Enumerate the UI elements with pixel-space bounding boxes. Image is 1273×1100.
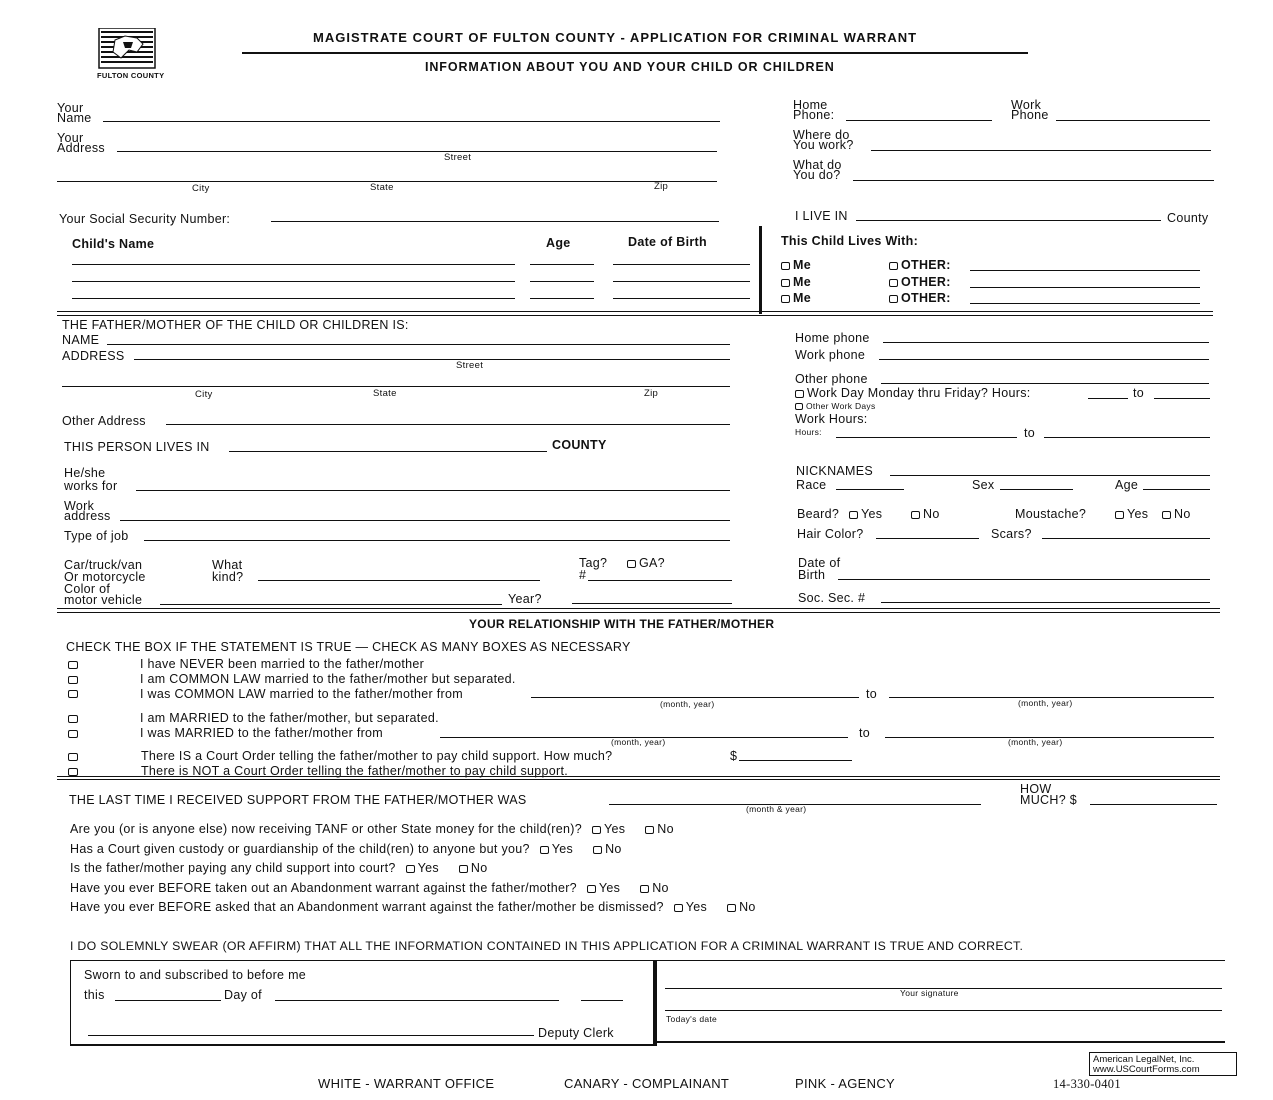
question-custody <box>70 843 622 856</box>
ga-checkbox[interactable] <box>627 557 665 570</box>
to-label: to <box>1024 426 1036 440</box>
parent-dob-label-2: Birth <box>798 568 826 582</box>
nicknames-label: NICKNAMES <box>796 464 874 478</box>
me-label: Me <box>793 291 811 305</box>
works-for-label-2: works for <box>64 479 118 493</box>
parent-address-label: ADDRESS <box>62 349 125 363</box>
to-label: to <box>866 687 878 701</box>
what-do-field[interactable] <box>853 180 1214 181</box>
beard-label: Beard? <box>797 507 840 521</box>
section-divider-1 <box>57 311 1213 312</box>
parent-dob-field[interactable] <box>838 579 1210 580</box>
other-address-label: Other Address <box>62 414 146 428</box>
how-much-label: HOW <box>1020 782 1052 796</box>
dollar-label: $ <box>730 749 738 763</box>
work-address-label-2: address <box>64 509 111 523</box>
parent-work-phone-field[interactable] <box>879 359 1209 360</box>
your-name-label: Your <box>57 101 84 115</box>
court-order-not-checkbox[interactable] <box>68 768 78 776</box>
checkbox-icon <box>781 279 790 287</box>
court-order-not-label: There is NOT a Court Order telling the father/mother to pay child support. <box>141 764 569 778</box>
parent-work-phone-label: Work phone <box>795 348 866 362</box>
city-caption: City <box>192 183 210 194</box>
home-phone-field[interactable] <box>846 120 992 121</box>
todays-date-caption: Today's date <box>666 1014 718 1024</box>
no-label: No <box>923 507 940 521</box>
what-kind-label-2: kind? <box>212 570 244 584</box>
support-amount-field[interactable] <box>739 760 852 761</box>
parent-dob-label: Date of <box>798 556 841 570</box>
form-title: MAGISTRATE COURT OF FULTON COUNTY - APPLICATION FOR CRIMINAL WARRANT <box>313 30 918 45</box>
parent-ssn-field[interactable] <box>881 602 1210 603</box>
vehicle-label: Car/truck/van <box>64 558 143 572</box>
question-abandonment <box>70 882 669 895</box>
child-age-field-3[interactable] <box>530 298 594 299</box>
moustache-label: Moustache? <box>1015 507 1087 521</box>
zip-caption: Zip <box>654 181 669 192</box>
child-dob-header: Date of Birth <box>628 235 707 249</box>
child-dob-field-1[interactable] <box>613 264 750 265</box>
yes-label: Yes <box>861 507 883 521</box>
job-type-label: Type of job <box>64 529 129 543</box>
me-label: Me <box>793 275 811 289</box>
child-dob-field-3[interactable] <box>613 298 750 299</box>
this-label: this <box>84 988 105 1002</box>
your-signature-caption: Your signature <box>900 988 959 998</box>
state-caption: State <box>373 388 397 399</box>
your-ssn-field[interactable] <box>271 221 719 222</box>
yes-label: Yes <box>685 900 708 914</box>
court-order-is-label: There IS a Court Order telling the father/mother to pay child support. How much? <box>141 749 613 763</box>
abandonment-no-checkbox[interactable] <box>640 885 649 893</box>
sworn-label: Sworn to and subscribed to before me <box>84 968 307 982</box>
sworn-day-field[interactable] <box>115 1000 221 1001</box>
month-year-caption: (month, year) <box>660 699 715 709</box>
common-law-from-field[interactable] <box>531 697 859 698</box>
stamp-line-1: American LegalNet, Inc. <box>1093 1054 1195 1065</box>
parent-name-label: NAME <box>62 333 100 347</box>
beard-no-checkbox[interactable] <box>911 508 940 521</box>
age-label: Age <box>1115 478 1139 492</box>
what-kind-label: What <box>212 558 243 572</box>
tag-number-label: # <box>579 568 587 582</box>
was-common-law-label: I was COMMON LAW married to the father/mother from <box>140 687 463 701</box>
lives-with-other-3[interactable] <box>889 292 951 305</box>
person-lives-in-field[interactable] <box>229 451 547 452</box>
never-married-label: I have NEVER been married to the father/mother <box>140 657 425 671</box>
lives-with-other-2[interactable] <box>889 276 951 289</box>
to-label: to <box>1133 386 1145 400</box>
parent-name-field[interactable] <box>107 344 730 345</box>
sex-field[interactable] <box>1000 489 1073 490</box>
no-label: No <box>739 900 756 914</box>
dismissed-yes-checkbox[interactable] <box>674 904 683 912</box>
your-name-label-2: Name <box>57 111 92 125</box>
todays-date-field[interactable] <box>665 1010 1222 1011</box>
logo-text: FULTON COUNTY <box>97 71 165 80</box>
relationship-heading: YOUR RELATIONSHIP WITH THE FATHER/MOTHER <box>469 617 775 631</box>
dismissed-no-checkbox[interactable] <box>727 904 736 912</box>
deputy-clerk-label: Deputy Clerk <box>538 1026 614 1040</box>
work-address-field[interactable] <box>120 520 730 521</box>
your-ssn-label: Your Social Security Number: <box>59 212 231 226</box>
sworn-year-field[interactable] <box>581 1000 623 1001</box>
was-common-law-checkbox[interactable] <box>68 690 78 698</box>
question-paying-text: Is the father/mother paying any child support into court? <box>70 861 396 875</box>
work-hours-label: Work Hours: <box>795 412 868 426</box>
yes-label: Yes <box>417 861 439 875</box>
question-dismissed-text: Have you ever BEFORE asked that an Abandonment warrant against the father/mother be dismissed? <box>70 900 664 914</box>
street-caption: Street <box>444 152 472 163</box>
state-caption: State <box>370 182 394 193</box>
question-abandonment-text: Have you ever BEFORE taken out an Abandonment warrant against the father/mother? <box>70 881 577 895</box>
live-in-county-field[interactable] <box>856 220 1161 221</box>
moustache-yes-checkbox[interactable] <box>1115 508 1148 521</box>
parent-home-phone-field[interactable] <box>883 342 1209 343</box>
parent-street-field[interactable] <box>134 359 730 360</box>
other-field-1[interactable] <box>970 270 1200 271</box>
child-name-field-1[interactable] <box>72 264 515 265</box>
works-for-field[interactable] <box>136 490 730 491</box>
child-age-field-1[interactable] <box>530 264 594 265</box>
beard-yes-checkbox[interactable] <box>849 508 882 521</box>
checkbox-icon <box>795 390 804 398</box>
married-separated-checkbox[interactable] <box>68 715 78 723</box>
sworn-month-field[interactable] <box>275 1000 559 1001</box>
vehicle-color-label: Color of <box>64 582 111 596</box>
city-caption: City <box>195 389 213 400</box>
sex-label: Sex <box>972 478 995 492</box>
notary-box <box>70 960 655 1046</box>
checkbox-icon <box>781 262 790 270</box>
yes-label: Yes <box>551 842 574 856</box>
other-field-3[interactable] <box>970 303 1200 304</box>
yes-label: Yes <box>603 822 626 836</box>
section-subtitle: INFORMATION ABOUT YOU AND YOUR CHILD OR CHILDREN <box>425 60 835 74</box>
child-name-header: Child's Name <box>72 237 155 251</box>
question-tanf <box>70 823 674 836</box>
lives-with-me-3[interactable] <box>781 292 811 305</box>
work-day-hours-from[interactable] <box>1088 398 1128 399</box>
child-age-header: Age <box>546 236 571 250</box>
ga-label: GA? <box>639 556 665 570</box>
lives-with-me-2[interactable] <box>781 276 811 289</box>
was-married-checkbox[interactable] <box>68 730 78 738</box>
checkbox-icon <box>795 403 803 410</box>
moustache-no-checkbox[interactable] <box>1162 508 1191 521</box>
other-address-field[interactable] <box>166 424 730 425</box>
work-phone-field[interactable] <box>1056 120 1210 121</box>
court-order-is-checkbox[interactable] <box>68 753 78 761</box>
where-work-label: Where do <box>793 128 850 142</box>
tag-label: Tag? <box>579 556 608 570</box>
signature-box-bottom <box>657 1041 1225 1043</box>
where-work-label-2: You work? <box>793 138 854 152</box>
month-year-caption: (month, year) <box>1008 737 1063 747</box>
copy-white: WHITE - WARRANT OFFICE <box>318 1076 495 1091</box>
parent-other-phone-field[interactable] <box>881 383 1209 384</box>
lives-with-other-1[interactable] <box>889 259 951 272</box>
home-phone-label-2: Phone: <box>793 108 835 122</box>
legalnet-stamp <box>1089 1052 1237 1076</box>
checkbox-icon <box>781 295 790 303</box>
children-divider <box>759 226 762 314</box>
last-support-label: THE LAST TIME I RECEIVED SUPPORT FROM THE FATHER/MOTHER WAS <box>69 793 527 807</box>
work-day-hours-to[interactable] <box>1154 398 1210 399</box>
title-rule <box>242 52 1028 54</box>
what-do-label: What do <box>793 158 842 172</box>
section-divider-1b <box>57 315 1213 316</box>
vehicle-year-label: Year? <box>508 592 542 606</box>
parent-home-phone-label: Home phone <box>795 331 870 345</box>
to-label: to <box>859 726 871 740</box>
no-label: No <box>652 881 669 895</box>
vehicle-kind-field[interactable] <box>258 580 540 581</box>
age-field[interactable] <box>1143 489 1210 490</box>
where-work-field[interactable] <box>871 150 1211 151</box>
your-address-label: Your <box>57 131 84 145</box>
month-year-caption: (month, year) <box>1018 698 1073 708</box>
job-type-field[interactable] <box>144 540 730 541</box>
child-name-field-3[interactable] <box>72 298 515 299</box>
other-hours-from[interactable] <box>836 437 1017 438</box>
signature-box <box>655 960 1225 1046</box>
child-dob-field-2[interactable] <box>613 281 750 282</box>
your-name-field[interactable] <box>103 121 720 122</box>
other-label: OTHER: <box>901 258 951 272</box>
child-age-field-2[interactable] <box>530 281 594 282</box>
home-phone-label: Home <box>793 98 828 112</box>
oath-statement: I DO SOLEMNLY SWEAR (OR AFFIRM) THAT ALL THE INFORMATION CONTAINED IN THIS APPLICATION FOR A CRIMINAL WARRANT IS TRUE AND CORRECT. <box>70 939 1024 953</box>
paying-yes-checkbox[interactable] <box>406 865 415 873</box>
county-logo <box>97 28 165 80</box>
scars-field[interactable] <box>1042 538 1210 539</box>
street-caption: Street <box>456 360 484 371</box>
work-day-label: Work Day Monday thru Friday? Hours: <box>807 386 1031 400</box>
work-day-checkbox[interactable] <box>795 387 1031 400</box>
section-divider-3 <box>57 776 1220 777</box>
county-label: County <box>1167 211 1209 225</box>
month-year-caption: (month, year) <box>611 737 666 747</box>
vehicle-color-field[interactable] <box>160 604 502 605</box>
other-field-2[interactable] <box>970 287 1200 288</box>
zip-caption: Zip <box>644 388 659 399</box>
relationship-instruction: CHECK THE BOX IF THE STATEMENT IS TRUE — CHECK AS MANY BOXES AS NECESSARY <box>66 640 631 654</box>
common-law-separated-label: I am COMMON LAW married to the father/mother but separated. <box>140 672 516 686</box>
other-work-days-label: Other Work Days <box>806 401 876 411</box>
how-much-field[interactable] <box>1090 804 1217 805</box>
was-married-label: I was MARRIED to the father/mother from <box>140 726 384 740</box>
no-label: No <box>657 822 674 836</box>
child-name-field-2[interactable] <box>72 281 515 282</box>
other-label: OTHER: <box>901 291 951 305</box>
tanf-no-checkbox[interactable] <box>645 826 654 834</box>
checkbox-icon <box>889 295 898 303</box>
hours-label: Hours: <box>795 427 822 437</box>
tanf-yes-checkbox[interactable] <box>592 826 601 834</box>
vehicle-label-2: Or motorcycle <box>64 570 146 584</box>
no-label: No <box>605 842 622 856</box>
your-street-field[interactable] <box>117 151 717 152</box>
checkbox-icon <box>1115 511 1124 519</box>
day-of-label: Day of <box>224 988 262 1002</box>
works-for-label: He/she <box>64 466 106 480</box>
married-separated-label: I am MARRIED to the father/mother, but separated. <box>140 711 439 725</box>
hair-color-field[interactable] <box>876 538 979 539</box>
me-label: Me <box>793 258 811 272</box>
parent-other-phone-label: Other phone <box>795 372 868 386</box>
no-label: No <box>1174 507 1191 521</box>
no-label: No <box>470 861 488 875</box>
month-year-caption: (month & year) <box>746 804 807 814</box>
checkbox-icon <box>889 279 898 287</box>
nicknames-field[interactable] <box>890 475 1210 476</box>
work-phone-label-2: Phone <box>1011 108 1049 122</box>
custody-yes-checkbox[interactable] <box>540 846 549 854</box>
your-address-label-2: Address <box>57 141 105 155</box>
copy-pink: PINK - AGENCY <box>795 1076 895 1091</box>
what-do-label-2: You do? <box>793 168 841 182</box>
custody-no-checkbox[interactable] <box>593 846 602 854</box>
checkbox-icon <box>889 262 898 270</box>
county-seal-icon <box>97 28 157 72</box>
never-married-checkbox[interactable] <box>68 661 78 669</box>
person-lives-in-label: THIS PERSON LIVES IN <box>64 440 210 454</box>
work-phone-label: Work <box>1011 98 1042 112</box>
abandonment-yes-checkbox[interactable] <box>587 885 596 893</box>
hair-color-label: Hair Color? <box>797 527 864 541</box>
section-divider-3b <box>57 779 1220 780</box>
how-much-label-2: MUCH? $ <box>1020 793 1077 807</box>
copy-canary: CANARY - COMPLAINANT <box>564 1076 730 1091</box>
form-number: 14-330-0401 <box>1053 1077 1121 1091</box>
yes-label: Yes <box>598 881 621 895</box>
race-field[interactable] <box>836 489 904 490</box>
checkbox-icon <box>911 511 920 519</box>
question-custody-text: Has a Court given custody or guardianship of the child(ren) to anyone but you? <box>70 842 530 856</box>
yes-label: Yes <box>1127 507 1149 521</box>
lives-with-label: This Child Lives With: <box>781 234 919 248</box>
question-tanf-text: Are you (or is anyone else) now receiving TANF or other State money for the child(ren)? <box>70 822 582 836</box>
other-work-days-checkbox[interactable] <box>795 402 876 411</box>
deputy-clerk-signature-field[interactable] <box>88 1035 534 1036</box>
paying-no-checkbox[interactable] <box>459 865 468 873</box>
question-paying <box>70 862 488 875</box>
stamp-line-2: www.USCourtForms.com <box>1093 1064 1200 1075</box>
section-divider-2b <box>57 612 1220 613</box>
work-address-label: Work <box>64 499 95 513</box>
lives-with-me-1[interactable] <box>781 259 811 272</box>
section-divider-2 <box>57 608 1220 609</box>
checkbox-icon <box>849 511 858 519</box>
parent-city-state-zip-field[interactable] <box>62 386 730 387</box>
person-county-label: COUNTY <box>552 438 607 452</box>
parent-heading: THE FATHER/MOTHER OF THE CHILD OR CHILDREN IS: <box>62 318 409 332</box>
checkbox-icon <box>627 560 636 568</box>
checkbox-icon <box>1162 511 1171 519</box>
tag-number-field[interactable] <box>588 580 732 581</box>
other-label: OTHER: <box>901 275 951 289</box>
vehicle-year-field[interactable] <box>572 603 732 604</box>
vehicle-color-label-2: motor vehicle <box>64 593 143 607</box>
race-label: Race <box>796 478 827 492</box>
common-law-separated-checkbox[interactable] <box>68 676 78 684</box>
live-in-label: I LIVE IN <box>795 209 848 223</box>
parent-ssn-label: Soc. Sec. # <box>798 591 866 605</box>
question-dismissed <box>70 901 756 914</box>
scars-label: Scars? <box>991 527 1032 541</box>
other-hours-to[interactable] <box>1044 437 1210 438</box>
